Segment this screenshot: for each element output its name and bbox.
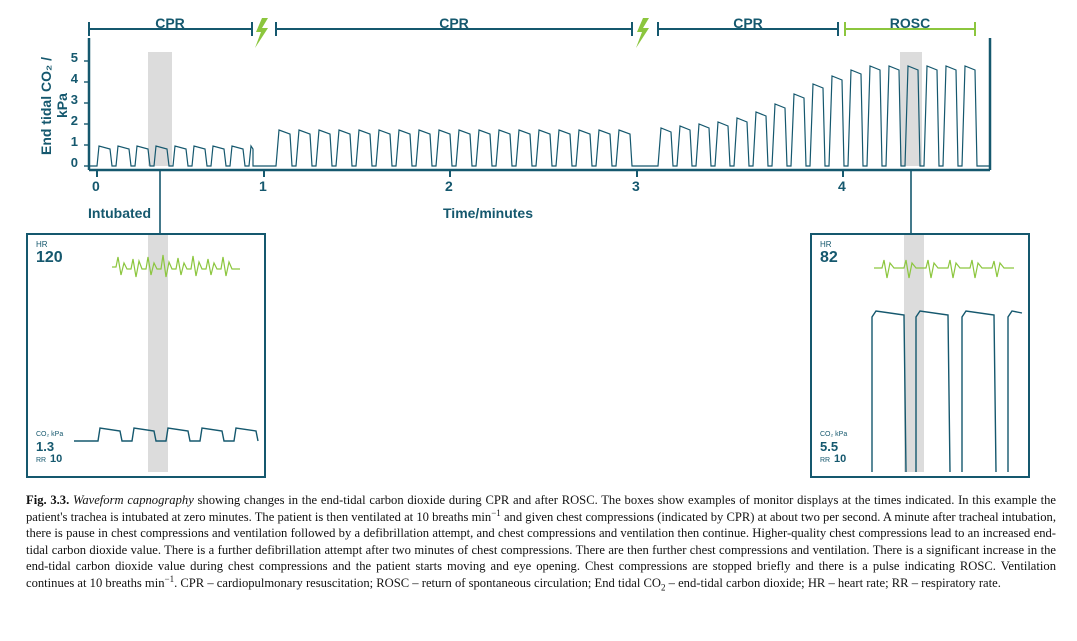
x-tick-1: 1 <box>259 178 267 194</box>
monitor-right-highlight-band <box>904 235 924 472</box>
monitor-right-co2-label: CO₂ kPa <box>820 431 848 438</box>
x-tick-2: 2 <box>445 178 453 194</box>
phase-label-cpr-2: CPR <box>439 15 469 31</box>
monitor-left-ecg-trace <box>112 255 240 277</box>
figure-caption <box>26 492 1056 594</box>
y-tick-5: 5 <box>70 50 78 65</box>
figure-number: Fig. 3.3. <box>26 493 70 507</box>
defibrillation-shock-icon-2 <box>636 18 649 48</box>
caption-sup-2: −1 <box>164 573 175 584</box>
monitor-left-hr-label: HR <box>36 240 48 249</box>
annotation-intubated: Intubated <box>88 205 151 221</box>
monitor-display-left <box>26 233 266 478</box>
y-tick-4: 4 <box>70 71 78 86</box>
phase-label-rosc: ROSC <box>889 15 931 31</box>
figure-title: Waveform capnography <box>73 493 194 507</box>
x-axis-title: Time/minutes <box>443 205 533 221</box>
x-tick-0: 0 <box>92 178 100 194</box>
caption-sup-1: −1 <box>491 508 501 519</box>
x-tick-4: 4 <box>838 178 846 194</box>
monitor-left-rr-value: 10 <box>50 453 63 465</box>
caption-sub-co2: 2 <box>660 582 666 593</box>
y-tick-2: 2 <box>70 113 78 128</box>
monitor-left-hr-value: 120 <box>36 249 63 266</box>
monitor-left-co2-label: CO₂ kPa <box>36 431 64 438</box>
chart-svg <box>0 0 1077 235</box>
monitor-left-co2-value: 1.3 <box>36 439 55 454</box>
monitor-left-traces <box>28 235 260 472</box>
y-tick-0: 0 <box>70 155 78 170</box>
monitor-left-rr-label: RR <box>36 457 47 464</box>
caption-text-1: showing changes in the end-tidal carbon dioxide during CPR and after ROSC. The boxes show examples of monitor displays at the times indicated. In this example the patient's trachea is intubated at zero minutes. The patient is then ventilated at 10 breaths min <box>26 493 1056 525</box>
monitor-right-hr-value: 82 <box>820 249 838 266</box>
defibrillation-shock-icon-1 <box>255 18 268 48</box>
phase-label-cpr-3: CPR <box>733 15 763 31</box>
monitor-right-co2-trace <box>872 311 1022 472</box>
caption-text-2: and given chest compressions (indicated by CPR) at about two per second. A minute after tracheal intubation, there is pause in chest compressions and ventilation followed by a defibrillation attempt, and chest compressions and ventilation then continue. Higher-quality chest compressions lead to an increased end-tidal carbon dioxide value. There is a further defibrillation attempt after two minutes of chest compressions. There are then further chest compressions and ventilation. There is a significant increase in the end-tidal carbon dioxide value during chest compressions and the patient starts moving and eye opening. Chest compressions are stopped briefly and there is a pulse indicating ROSC. Ventilation continues at 10 breaths min <box>26 510 1056 590</box>
monitor-right-ecg-trace <box>874 260 1014 278</box>
y-tick-1: 1 <box>70 134 78 149</box>
highlight-band-left <box>148 52 172 166</box>
monitor-connector-lines <box>160 170 911 233</box>
monitor-right-co2-value: 5.5 <box>820 439 839 454</box>
caption-text-4: – end-tidal carbon dioxide; HR – heart rate; RR – respiratory rate. <box>665 575 1001 590</box>
capnography-waveform <box>89 66 989 166</box>
capnography-chart <box>0 0 1077 235</box>
monitor-right-traces <box>812 235 1024 472</box>
caption-text-3: . CPR – cardiopulmonary resuscitation; ROSC – return of spontaneous circulation; End tidal CO <box>174 575 661 590</box>
monitor-display-right <box>810 233 1030 478</box>
monitor-right-hr-label: HR <box>820 240 832 249</box>
x-tick-3: 3 <box>632 178 640 194</box>
monitor-right-rr-value: 10 <box>834 453 847 465</box>
y-axis-title: End tidal CO₂ / kPa <box>38 57 70 155</box>
y-tick-3: 3 <box>70 92 78 107</box>
monitor-right-rr-label: RR <box>820 457 831 464</box>
phase-label-cpr-1: CPR <box>155 15 185 31</box>
